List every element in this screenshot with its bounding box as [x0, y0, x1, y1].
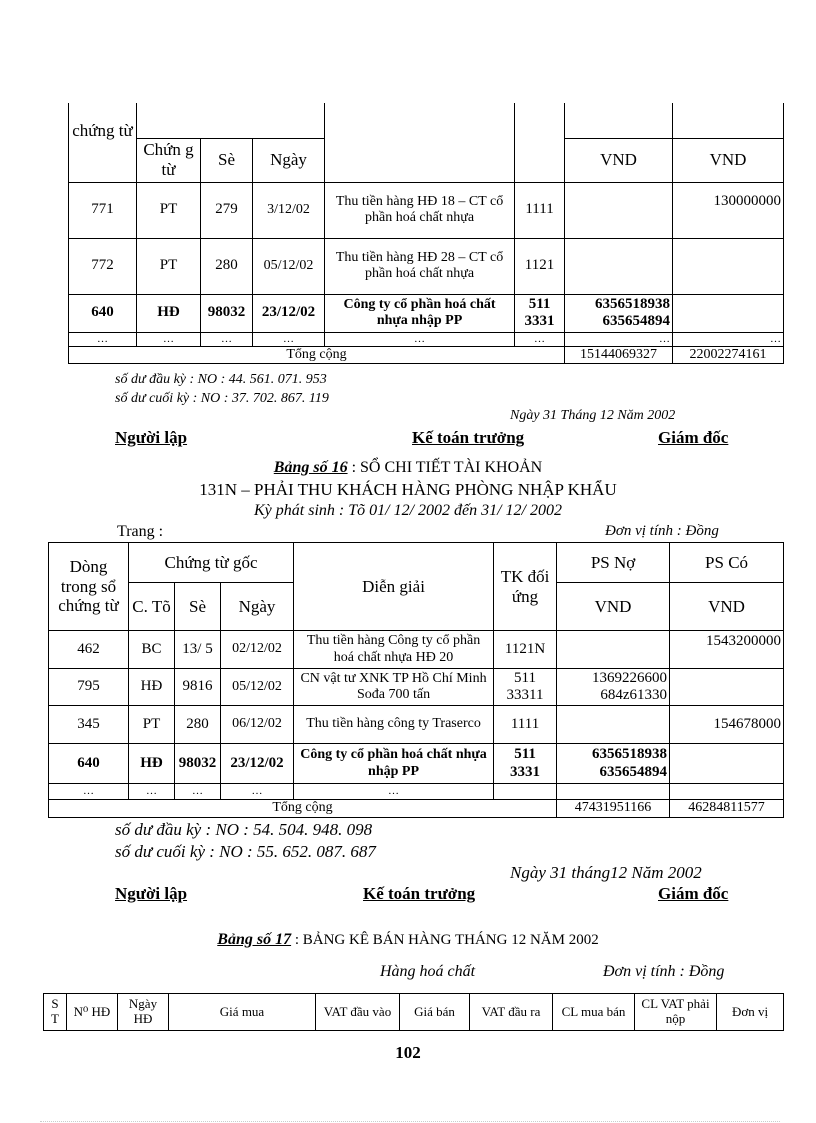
col-dien-giai: Diễn giải: [294, 543, 494, 631]
signature-preparer: Người lập: [115, 428, 188, 447]
col-cl-vat: CL VAT phải nộp: [635, 994, 717, 1031]
signature-director: Giám đốc: [658, 428, 729, 447]
signature-chief-accountant-2: Kế toán trưởng: [363, 884, 476, 903]
col-ngay: Ngày: [253, 138, 325, 182]
section16-subtitle: 131N – PHẢI THU KHÁCH HÀNG PHÒNG NHẬP KHẨU: [199, 480, 617, 499]
section16-page-label: Trang :: [117, 523, 164, 540]
signature-director-2: Giám đốc: [658, 884, 729, 903]
total-row: Tổng cộng 47431951166 46284811577: [49, 800, 784, 818]
col-vat-dau-ra: VAT đầu ra: [470, 994, 553, 1031]
col-vnd-no: VND: [565, 138, 673, 182]
ledger-table-131n: [48, 542, 784, 818]
col-stt: S T: [44, 994, 67, 1031]
col-vnd-co: VND: [673, 138, 784, 182]
col-vat-dau-vao: VAT đầu vào: [316, 994, 400, 1031]
col-ngay: Ngày: [221, 583, 294, 631]
col-dong: Dòng trong sổ chứng từ: [49, 543, 129, 631]
col-cl-mua-ban: CL mua bán: [553, 994, 635, 1031]
closing-balance-1: số dư cuối kỳ : NO : 37. 702. 867. 119: [115, 391, 329, 406]
col-ngay-hd: Ngày HĐ: [118, 994, 169, 1031]
signature-preparer-2: Người lập: [115, 884, 188, 903]
col-chung-tu-goc: Chứng từ gốc: [129, 543, 294, 583]
col-ps-co: PS Có: [670, 543, 784, 583]
col-vnd-co: VND: [670, 583, 784, 631]
table-row: 640 HĐ 98032 23/12/02 Công ty cổ phần hoá chất nhựa nhập PP 511 3331 6356518938 635654894: [69, 294, 784, 332]
col-so-hd: N⁰ HĐ: [67, 994, 118, 1031]
section17-title: Bảng số 17 : BẢNG KÊ BÁN HÀNG THÁNG 12 NĂM 2002: [217, 931, 599, 948]
table-row: 462 BC 13/ 5 02/12/02 Thu tiền hàng Công ty cổ phần hoá chất nhựa HĐ 20 1121N 1543200000: [49, 631, 784, 669]
col-so: Sè: [175, 583, 221, 631]
table-row: 640 HĐ 98032 23/12/02 Công ty cổ phần hoá chất nhựa nhập PP 511 3331 6356518938 635654894: [49, 744, 784, 784]
col-vnd-no: VND: [557, 583, 670, 631]
col-so: Sè: [201, 138, 253, 182]
col-gia-ban: Giá bán: [400, 994, 470, 1031]
section17-category: Hàng hoá chất: [380, 963, 476, 980]
table-row: 795 HĐ 9816 05/12/02 CN vật tư XNK TP Hồ Chí Minh Sođa 700 tấn 511 33311 1369226600 684z61330: [49, 669, 784, 706]
section16-period: Kỳ phát sinh : Tõ 01/ 12/ 2002 đến 31/ 12/ 2002: [254, 502, 562, 519]
table-row: 345 PT 280 06/12/02 Thu tiền hàng công ty Traserco 1111 154678000: [49, 706, 784, 744]
col-gia-mua: Giá mua: [169, 994, 316, 1031]
col-don-vi: Đơn vị: [717, 994, 784, 1031]
section17-unit: Đơn vị tính : Đồng: [603, 963, 725, 980]
col-tk: TK đối ứng: [494, 543, 557, 631]
table-row: 771 PT 279 3/12/02 Thu tiền hàng HĐ 18 – CT cổ phần hoá chất nhựa 1111 130000000: [69, 182, 784, 238]
col-c-to: C. Tõ: [129, 583, 175, 631]
total-row: Tổng cộng 15144069327 22002274161: [69, 346, 784, 363]
ellipsis-row: … … … … …: [49, 784, 784, 800]
ellipsis-row: … … … … … … … …: [69, 332, 784, 346]
opening-balance-1: số dư đầu kỳ : NO : 44. 561. 071. 953: [115, 372, 327, 387]
col-chung-tu-sub: Chứn g từ: [137, 138, 201, 182]
page-number: 102: [395, 1043, 421, 1062]
section16-unit: Đơn vị tính : Đồng: [605, 523, 719, 539]
col-ps-no: PS Nợ: [557, 543, 670, 583]
date-line-1: Ngày 31 Tháng 12 Năm 2002: [510, 408, 676, 423]
opening-balance-2: số dư đầu kỳ : NO : 54. 504. 948. 098: [115, 820, 373, 839]
closing-balance-2: số dư cuối kỳ : NO : 55. 652. 087. 687: [115, 842, 376, 861]
ledger-table-continued: [68, 103, 784, 364]
table-row: 772 PT 280 05/12/02 Thu tiền hàng HĐ 28 – CT cổ phần hoá chất nhựa 1121: [69, 238, 784, 294]
page-bottom-rule: [40, 1121, 780, 1122]
sales-table-header: [43, 993, 784, 1031]
section16-title: Bảng số 16 : SỔ CHI TIẾT TÀI KHOẢN: [273, 459, 543, 476]
col-chung-tu: chứng từ: [69, 103, 137, 182]
date-line-2: Ngày 31 tháng12 Năm 2002: [510, 863, 702, 882]
signature-chief-accountant: Kế toán trưởng: [412, 428, 525, 447]
